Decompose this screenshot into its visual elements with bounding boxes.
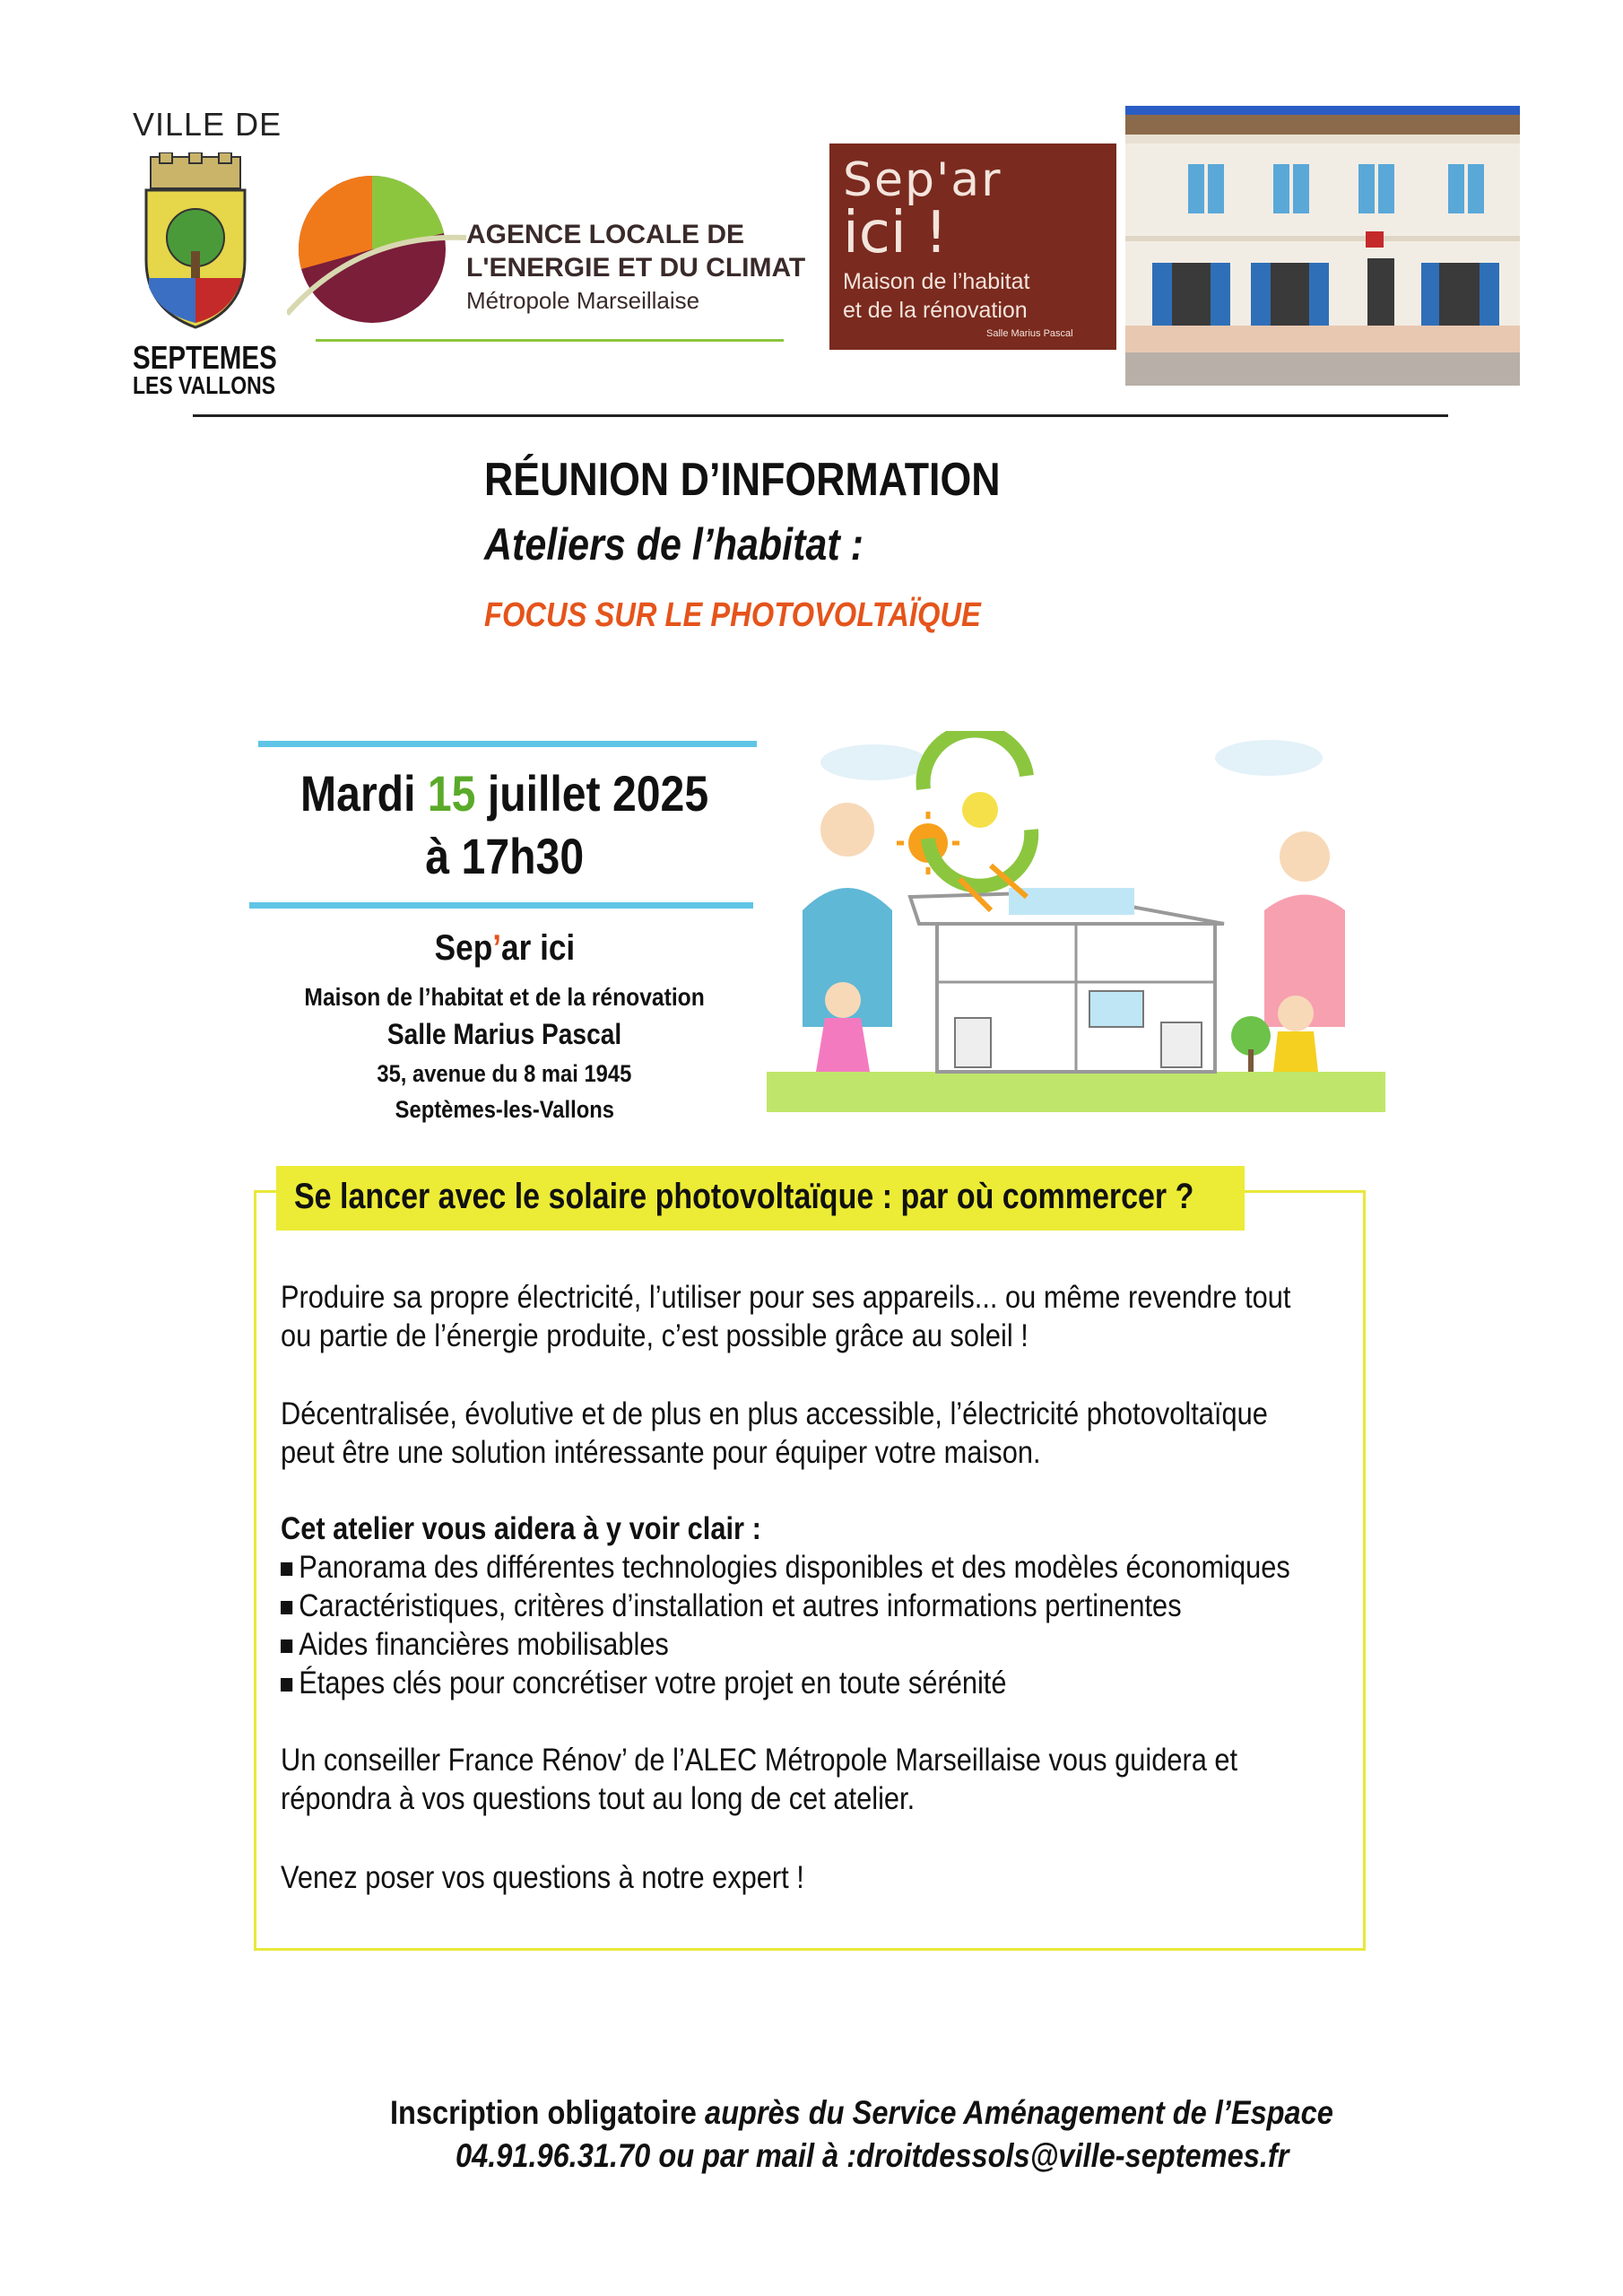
les-vallons-label: LES VALLONS: [133, 371, 276, 399]
venue-line2: [256, 1018, 753, 1051]
septemes-crest-icon: [142, 152, 249, 332]
alec-title-line1: AGENCE LOCALE DE: [466, 220, 745, 249]
list-item: [281, 1548, 1315, 1587]
bullet-text: Aides financières mobilisables: [299, 1627, 669, 1662]
date-bottom-rule: [249, 902, 753, 909]
date-suffix: juillet 2025: [487, 765, 709, 822]
solar-house-illustration: [767, 731, 1385, 1112]
focus-subtitle: FOCUS SUR LE PHOTOVOLTAÏQUE: [484, 596, 981, 634]
separ-subtitle-line1: Maison de l’habitat: [843, 269, 1030, 294]
page-title: RÉUNION D’INFORMATION: [484, 454, 1001, 506]
event-time: [256, 827, 753, 885]
alec-title-line3: Métropole Marseillaise: [466, 287, 700, 314]
venue-name: [256, 928, 753, 969]
bullet-text: Caractéristiques, critères d’installation et autres informations pertinentes: [299, 1588, 1182, 1623]
bullet-text: Étapes clés pour concrétiser votre projet en toute sérénité: [299, 1665, 1007, 1700]
separ-brand-line2: ici !: [843, 200, 948, 266]
separ-small-caption: Salle Marius Pascal: [986, 328, 1073, 339]
event-date: [256, 764, 753, 822]
benefit-paragraph: Décentralisée, évolutive et de plus en plus accessible, l’électricité photovoltaïque peut être une solution intéressante pour équiper votre maison.: [281, 1396, 1268, 1470]
venue-name-a: Sep: [434, 928, 492, 968]
building-photo: [1125, 106, 1520, 386]
registration-bold: Inscription obligatoire: [390, 2094, 697, 2131]
venue-line2-text: Salle Marius Pascal: [386, 1018, 622, 1050]
alec-underline: [316, 339, 784, 342]
list-item: [281, 1587, 1315, 1625]
advisor-paragraph: Un conseiller France Rénov’ de l’ALEC Métropole Marseillaise vous guidera et répondra à vos questions tout au long de cet atelier.: [281, 1743, 1238, 1816]
bullet-square-icon: [281, 1678, 292, 1692]
registration-contact[interactable]: 04.91.96.31.70 ou par mail à :droitdessols@ville-septemes.fr: [456, 2137, 1289, 2174]
bullet-square-icon: [281, 1562, 292, 1576]
list-item: [281, 1625, 1315, 1664]
venue-line3: [256, 1060, 753, 1088]
list-item: [281, 1664, 1315, 1702]
bullet-square-icon: [281, 1639, 292, 1653]
registration-italic: auprès du Service Aménagement de l’Espace: [704, 2094, 1333, 2131]
separ-subtitle-line2: et de la rénovation: [843, 298, 1028, 323]
intro-paragraph: Produire sa propre électricité, l’utiliser pour ses appareils... ou même revendre tout ou partie de l’énergie produite, c’est possible grâce au soleil !: [281, 1280, 1291, 1353]
page-subtitle: Ateliers de l’habitat :: [484, 519, 864, 570]
separ-brand-line1: Sep'ar: [843, 153, 1002, 207]
date-top-rule: [258, 741, 757, 747]
venue-name-b: ar ici: [500, 928, 575, 968]
registration-line1: [390, 2094, 1333, 2132]
venue-line4: [256, 1096, 753, 1124]
bullet-text: Panorama des différentes technologies disponibles et des modèles économiques: [299, 1550, 1290, 1585]
closing-paragraph: Venez poser vos questions à notre expert !: [281, 1860, 804, 1895]
date-day: 15: [427, 765, 476, 822]
alec-title-line2: L'ENERGIE ET DU CLIMAT: [466, 253, 806, 283]
time-text: à 17h30: [425, 828, 584, 884]
septemes-label: SEPTEMES: [133, 339, 277, 376]
venue-line4-text: Septèmes-les-Vallons: [395, 1096, 614, 1123]
header-divider: [193, 414, 1448, 417]
ville-de-label: VILLE DE: [133, 106, 282, 143]
content-banner-text: Se lancer avec le solaire photovoltaïque : par où commercer ?: [294, 1177, 1194, 1216]
date-prefix: Mardi: [299, 765, 416, 822]
atelier-heading: Cet atelier vous aidera à y voir clair :: [281, 1511, 761, 1546]
alec-logo-icon: [287, 170, 466, 327]
venue-line1-text: Maison de l’habitat et de la rénovation: [304, 983, 705, 1011]
venue-line3-text: 35, avenue du 8 mai 1945: [377, 1060, 632, 1087]
bullet-square-icon: [281, 1601, 292, 1614]
venue-line1: [256, 983, 753, 1012]
atelier-bullets: [281, 1548, 1315, 1702]
venue-name-apos: ’: [491, 928, 501, 968]
